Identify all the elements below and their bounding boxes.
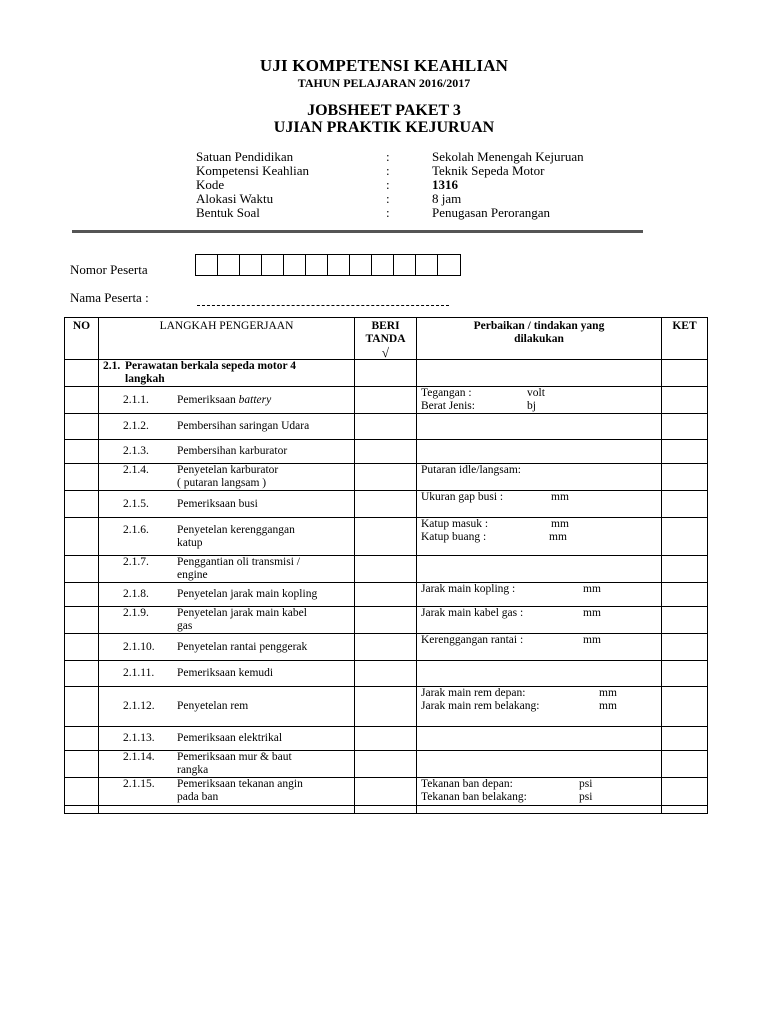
ket-cell[interactable]	[662, 583, 708, 607]
step-label: Pembersihan saringan Udara	[177, 420, 310, 432]
check-cell[interactable]	[355, 687, 417, 727]
step-label: Penyetelan rem	[177, 700, 249, 712]
check-cell[interactable]	[355, 727, 417, 751]
ket-cell[interactable]	[662, 518, 708, 556]
step-number: 2.1.11.	[123, 667, 155, 679]
action-cell[interactable]	[417, 661, 662, 687]
measure-unit: mm	[599, 700, 617, 712]
ket-cell[interactable]	[662, 491, 708, 518]
header-perbaikan-line1: Perbaikan / tindakan yang	[473, 320, 605, 332]
step-label-line2: pada ban	[177, 791, 219, 803]
nomor-peserta-label: Nomor Peserta	[70, 262, 148, 277]
academic-year: TAHUN PELAJARAN 2016/2017	[297, 76, 471, 90]
measure-unit: bj	[527, 400, 536, 412]
action-cell[interactable]	[417, 464, 662, 491]
info-row-kompetensi	[196, 164, 636, 178]
info-row-satuan	[196, 150, 636, 164]
header-beri-tanda	[355, 318, 417, 360]
ket-cell[interactable]	[662, 387, 708, 414]
table-row	[65, 414, 708, 440]
measure-label: Ukuran gap busi :	[421, 491, 504, 503]
table-row	[65, 583, 708, 607]
check-cell[interactable]	[355, 464, 417, 491]
action-cell[interactable]	[417, 751, 662, 778]
table-row	[65, 661, 708, 687]
digit-box[interactable]	[438, 255, 460, 275]
digit-box[interactable]	[350, 255, 372, 275]
section-title	[99, 360, 355, 387]
info-value: Penugasan Perorangan	[432, 205, 551, 220]
check-cell[interactable]	[355, 634, 417, 661]
nomor-peserta-field[interactable]	[195, 254, 461, 276]
measure-label: Jarak main rem depan:	[421, 687, 526, 699]
measure-label: Tekanan ban depan:	[421, 778, 513, 790]
section-title-line2: langkah	[125, 373, 165, 385]
info-colon: :	[386, 177, 390, 192]
table-row	[65, 634, 708, 661]
step-label: Pemeriksaan tekanan angin	[177, 778, 303, 790]
measure-unit: mm	[551, 518, 569, 530]
step-number: 2.1.12.	[123, 700, 155, 712]
step-label-line2: ( putaran langsam )	[177, 477, 267, 489]
check-cell[interactable]	[355, 360, 417, 387]
action-cell[interactable]	[417, 778, 662, 806]
step-number: 2.1.13.	[123, 732, 155, 744]
step-label-line2: rangka	[177, 764, 209, 776]
measure-unit: mm	[583, 583, 601, 595]
digit-box[interactable]	[328, 255, 350, 275]
measure-unit: mm	[551, 491, 569, 503]
info-colon: :	[386, 149, 390, 164]
check-cell[interactable]	[355, 491, 417, 518]
nama-peserta-field[interactable]	[197, 305, 449, 306]
section-title-line1: Perawatan berkala sepeda motor 4	[125, 360, 296, 372]
ket-cell[interactable]	[662, 727, 708, 751]
step-label: Penyetelan karburator	[177, 464, 279, 476]
ket-cell[interactable]	[662, 414, 708, 440]
check-cell[interactable]	[355, 440, 417, 464]
ket-cell[interactable]	[662, 440, 708, 464]
table-row	[65, 778, 708, 806]
measure-label: Berat Jenis:	[421, 400, 475, 412]
step-number: 2.1.15.	[123, 778, 155, 790]
table-row	[65, 751, 708, 778]
jobsheet-title: JOBSHEET PAKET 3	[307, 102, 461, 119]
step-label-line2: engine	[177, 569, 208, 581]
info-colon: :	[386, 163, 390, 178]
digit-box[interactable]	[372, 255, 394, 275]
header-divider	[72, 230, 643, 233]
measure-unit: psi	[579, 778, 593, 790]
info-value: Teknik Sepeda Motor	[432, 163, 545, 178]
info-row-alokasi	[196, 192, 636, 206]
check-cell[interactable]	[355, 806, 417, 814]
measure-label: Jarak main rem belakang:	[421, 700, 540, 712]
info-value: 8 jam	[432, 191, 462, 206]
digit-box[interactable]	[262, 255, 284, 275]
header-perbaikan-line2: dilakukan	[514, 333, 564, 345]
step-label: Pemeriksaan	[177, 393, 239, 406]
step-label: Pemeriksaan busi	[177, 497, 258, 510]
step-number: 2.1.7.	[123, 556, 149, 568]
digit-box[interactable]	[306, 255, 328, 275]
step-number: 2.1.5.	[123, 497, 149, 510]
document-title: UJI KOMPETENSI KEAHLIAN	[259, 56, 509, 75]
header-ket: KET	[662, 318, 708, 360]
table-row	[65, 440, 708, 464]
table-row-empty	[65, 806, 708, 814]
steps-table	[64, 317, 708, 814]
check-cell[interactable]	[355, 583, 417, 607]
table-row	[65, 556, 708, 583]
digit-box[interactable]	[196, 255, 218, 275]
step-number: 2.1.4.	[123, 464, 149, 476]
step-number: 2.1.1.	[123, 393, 149, 406]
measure-label: Jarak main kabel gas :	[421, 607, 524, 619]
ket-cell[interactable]	[662, 806, 708, 814]
step-label: Pembersihan karburator	[177, 445, 288, 457]
info-label: Kompetensi Keahlian	[196, 163, 309, 178]
info-block	[196, 150, 636, 220]
header-langkah: LANGKAH PENGERJAAN	[99, 318, 355, 360]
measure-label: Putaran idle/langsam:	[421, 464, 521, 476]
ket-cell[interactable]	[662, 634, 708, 661]
step-number: 2.1.2.	[123, 420, 149, 432]
ket-cell[interactable]	[662, 464, 708, 491]
check-cell[interactable]	[355, 607, 417, 634]
header-perbaikan	[417, 318, 662, 360]
action-cell[interactable]	[417, 440, 662, 464]
table-row	[65, 387, 708, 414]
info-colon: :	[386, 205, 390, 220]
measure-unit: mm	[583, 607, 601, 619]
measure-label: Tegangan :	[421, 387, 472, 399]
info-label: Kode	[196, 177, 225, 192]
digit-box[interactable]	[416, 255, 438, 275]
info-row-bentuk	[196, 206, 636, 220]
action-cell[interactable]	[417, 518, 662, 556]
ket-cell[interactable]	[662, 661, 708, 687]
digit-box[interactable]	[240, 255, 262, 275]
info-value: Sekolah Menengah Kejuruan	[432, 149, 584, 164]
step-label: Penyetelan rantai penggerak	[177, 640, 308, 653]
measure-label: Katup masuk :	[421, 518, 489, 530]
ket-cell[interactable]	[662, 556, 708, 583]
step-number: 2.1.3.	[123, 445, 149, 457]
measure-label: Jarak main kopling :	[421, 583, 516, 595]
table-row	[65, 727, 708, 751]
measure-unit: mm	[599, 687, 617, 699]
check-cell[interactable]	[355, 556, 417, 583]
step-number: 2.1.10.	[123, 640, 155, 653]
step-label-line2: gas	[177, 620, 193, 632]
exam-title: UJIAN PRAKTIK KEJURUAN	[273, 119, 495, 136]
step-label-italic: battery	[238, 393, 272, 406]
action-cell[interactable]	[417, 387, 662, 414]
step-label: Pemeriksaan mur & baut	[177, 751, 292, 763]
ket-cell[interactable]	[662, 607, 708, 634]
action-cell[interactable]	[417, 491, 662, 518]
ket-cell[interactable]	[662, 778, 708, 806]
table-row	[65, 518, 708, 556]
check-mark-icon: √	[381, 345, 390, 360]
info-row-kode	[196, 178, 636, 192]
check-cell[interactable]	[355, 518, 417, 556]
step-label: Pemeriksaan elektrikal	[177, 732, 283, 744]
step-label: Penyetelan kerenggangan	[177, 523, 295, 536]
step-label: Penggantian oli transmisi /	[177, 556, 300, 568]
measure-label: Kerenggangan rantai :	[421, 634, 524, 646]
digit-box[interactable]	[284, 255, 306, 275]
digit-box[interactable]	[218, 255, 240, 275]
digit-box[interactable]	[394, 255, 416, 275]
ket-cell[interactable]	[662, 687, 708, 727]
check-cell[interactable]	[355, 778, 417, 806]
step-number: 2.1.14.	[123, 751, 155, 763]
step-number: 2.1.6.	[123, 523, 149, 536]
check-cell[interactable]	[355, 751, 417, 778]
check-cell[interactable]	[355, 414, 417, 440]
info-label: Alokasi Waktu	[196, 191, 274, 206]
action-cell[interactable]	[417, 634, 662, 661]
measure-unit: psi	[579, 791, 593, 803]
section-row	[65, 360, 708, 387]
action-cell[interactable]	[417, 583, 662, 607]
check-cell[interactable]	[355, 661, 417, 687]
step-label: Pemeriksaan kemudi	[177, 667, 274, 679]
step-label-line2: katup	[177, 536, 203, 549]
step-number: 2.1.8.	[123, 588, 149, 600]
measure-label: Katup buang :	[421, 531, 487, 543]
table-header-row	[65, 318, 708, 360]
action-cell[interactable]	[417, 806, 662, 814]
action-cell[interactable]	[417, 727, 662, 751]
check-cell[interactable]	[355, 387, 417, 414]
header-tanda: TANDA	[365, 333, 406, 345]
nama-peserta-label: Nama Peserta :	[70, 290, 149, 305]
step-label: Penyetelan jarak main kabel	[177, 607, 307, 619]
measure-unit: mm	[549, 531, 567, 543]
info-colon: :	[386, 191, 390, 206]
ket-cell[interactable]	[662, 751, 708, 778]
measure-unit: mm	[583, 634, 601, 646]
action-cell[interactable]	[417, 687, 662, 727]
step-label: Penyetelan jarak main kopling	[177, 588, 318, 600]
section-num: 2.1.	[103, 360, 121, 372]
measure-label: Tekanan ban belakang:	[421, 791, 527, 803]
header-no: NO	[65, 318, 99, 360]
action-cell[interactable]	[417, 607, 662, 634]
table-row	[65, 491, 708, 518]
info-label: Bentuk Soal	[196, 205, 260, 220]
measure-unit: volt	[527, 387, 545, 399]
table-row	[65, 687, 708, 727]
table-row	[65, 464, 708, 491]
step-number: 2.1.9.	[123, 607, 149, 619]
action-cell[interactable]	[417, 556, 662, 583]
info-value: 1316	[432, 177, 458, 192]
header-beri: BERI	[371, 320, 400, 332]
table-row	[65, 607, 708, 634]
info-label: Satuan Pendidikan	[196, 149, 294, 164]
action-cell[interactable]	[417, 414, 662, 440]
